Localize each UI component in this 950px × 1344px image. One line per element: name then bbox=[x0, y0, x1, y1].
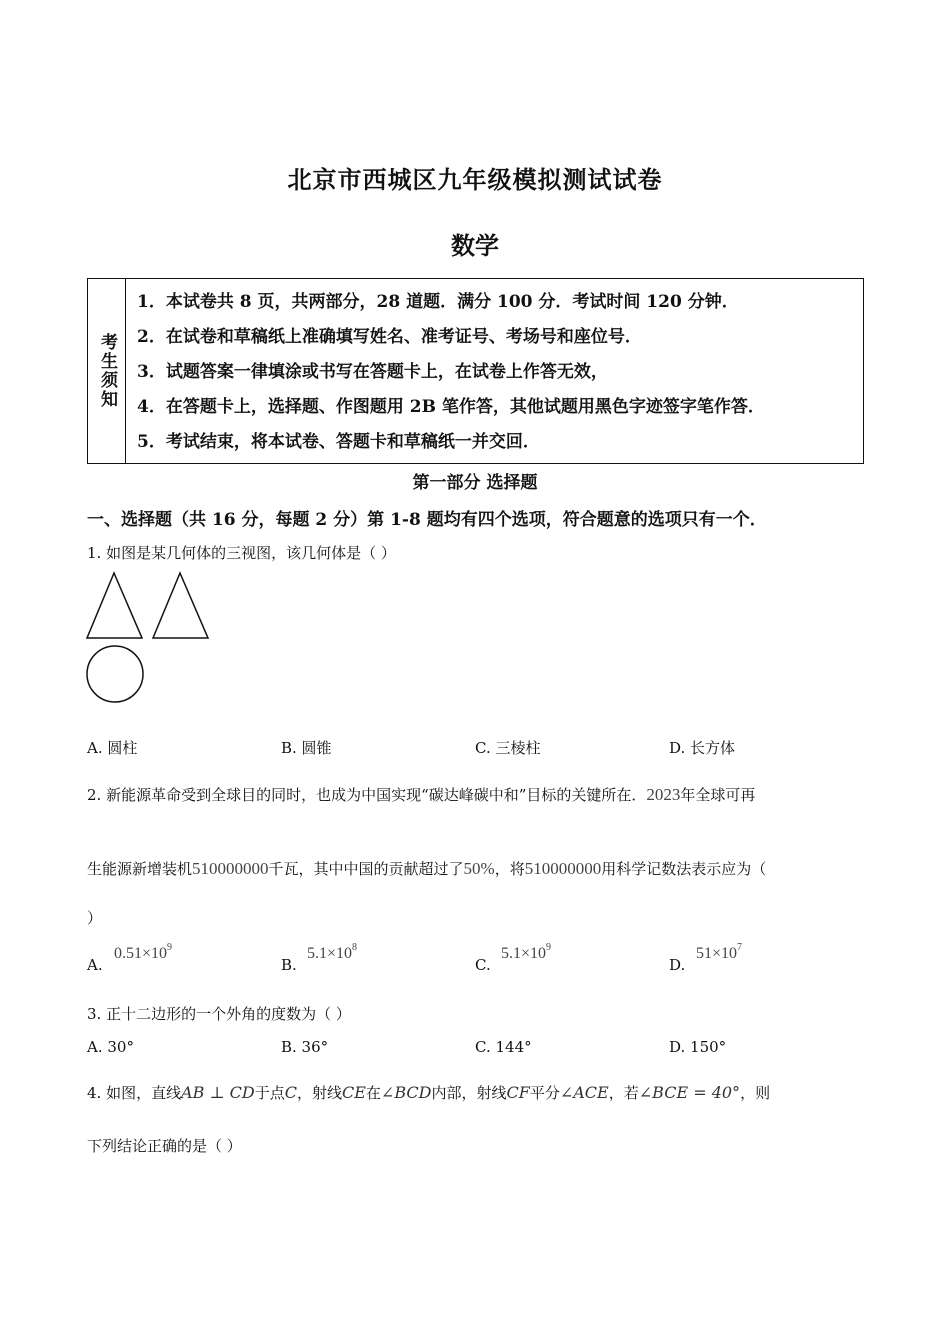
q3-option-b: B. 36° bbox=[281, 1038, 329, 1056]
notice-item: 4．在答题卡上，选择题、作图题用 2B 笔作答，其他试题用黑色字迹签字笔作答． bbox=[137, 397, 765, 417]
q4-text: ，射线 bbox=[296, 1084, 342, 1102]
q4-math: CF bbox=[506, 1083, 530, 1102]
q4-text: 平分 bbox=[529, 1084, 560, 1102]
q2-text: ，将 bbox=[494, 860, 525, 878]
question-2-line-3: ） bbox=[87, 909, 103, 927]
q4-text: 在 bbox=[365, 1084, 381, 1102]
sci-base: 51×10 bbox=[696, 945, 738, 962]
q2-percent: 50% bbox=[463, 859, 495, 878]
candidate-notice-box bbox=[87, 278, 864, 464]
sci-base: 0.51×10 bbox=[114, 945, 168, 962]
question-4-line-1 bbox=[87, 1082, 770, 1103]
q2-amount: 510000000 bbox=[192, 859, 269, 878]
q1-option-b: B. 圆锥 bbox=[281, 739, 332, 757]
q4-math: ∠BCE = 40° bbox=[638, 1083, 741, 1102]
sci-exponent: 8 bbox=[352, 942, 358, 953]
q1-option-a: A. 圆柱 bbox=[87, 739, 138, 757]
q1-option-c: C. 三棱柱 bbox=[475, 739, 541, 757]
exam-title: 北京市西城区九年级模拟测试试卷 bbox=[287, 165, 663, 194]
q4-math: ∠ACE bbox=[559, 1083, 609, 1102]
q4-math: ∠BCD bbox=[380, 1083, 432, 1102]
q4-math: C bbox=[284, 1083, 297, 1102]
notice-label-cell bbox=[88, 279, 126, 463]
q2-option-a-label: A. bbox=[87, 956, 103, 974]
exam-subject: 数学 bbox=[451, 231, 499, 260]
sci-base: 5.1×10 bbox=[501, 945, 547, 962]
sci-base: 5.1×10 bbox=[307, 945, 353, 962]
question-2-line-1 bbox=[87, 784, 755, 805]
notice-item: 2．在试卷和草稿纸上准确填写姓名、准考证号、考场号和座位号． bbox=[137, 327, 642, 347]
q4-math: AB ⊥ CD bbox=[181, 1083, 255, 1102]
q2-text: 千瓦，其中中国的贡献超过了 bbox=[268, 860, 464, 878]
q2-option-c-label: C. bbox=[475, 956, 491, 974]
q2-year: 2023 bbox=[646, 785, 681, 804]
question-3-stem: 3. 正十二边形的一个外角的度数为（ ） bbox=[87, 1005, 351, 1023]
three-view-figure bbox=[85, 570, 215, 705]
section-heading: 一、选择题（共 16 分，每题 2 分）第 1-8 题均有四个选项，符合题意的选项只有一个． bbox=[87, 510, 767, 530]
q2-text: 生能源新增装机 bbox=[87, 860, 193, 878]
front-view-triangle bbox=[87, 573, 142, 638]
q4-text: ，则 bbox=[740, 1084, 771, 1102]
notice-list bbox=[126, 279, 863, 463]
q2-text: 用科学记数法表示应为（ bbox=[601, 860, 767, 878]
q2-text: 2. 新能源革命受到全球目的同时，也成为中国实现“碳达峰碳中和”目标的关键所在． bbox=[87, 786, 647, 804]
sci-exponent: 9 bbox=[546, 942, 552, 953]
q2-option-b-label: B. bbox=[281, 956, 297, 974]
sci-exponent: 9 bbox=[167, 942, 173, 953]
q4-text: 内部，射线 bbox=[431, 1084, 507, 1102]
q2-option-b-value bbox=[307, 942, 357, 963]
part-title: 第一部分 选择题 bbox=[412, 473, 538, 493]
q2-amount: 510000000 bbox=[524, 859, 602, 878]
q4-text: 于点 bbox=[254, 1084, 285, 1102]
sci-exponent: 7 bbox=[737, 942, 743, 953]
q2-option-c-value bbox=[501, 942, 551, 963]
q2-text: 年全球可再 bbox=[680, 786, 756, 804]
notice-item: 1．本试卷共 8 页，共两部分，28 道题．满分 100 分．考试时间 120 分钟． bbox=[137, 292, 739, 312]
top-view-circle bbox=[87, 646, 143, 702]
notice-item: 3．试题答案一律填涂或书写在答题卡上，在试卷上作答无效， bbox=[137, 362, 608, 382]
q4-math: CE bbox=[341, 1083, 366, 1102]
notice-label: 考生须知 bbox=[97, 333, 117, 409]
q2-option-d-value bbox=[696, 942, 742, 963]
q3-option-c: C. 144° bbox=[475, 1038, 532, 1056]
q1-option-d: D. 长方体 bbox=[669, 739, 736, 757]
question-1-stem: 1. 如图是某几何体的三视图，该几何体是（ ） bbox=[87, 544, 396, 562]
notice-item: 5．考试结束，将本试卷、答题卡和草稿纸一并交回． bbox=[137, 432, 540, 452]
question-2-line-2 bbox=[87, 858, 766, 879]
q2-option-a-value bbox=[114, 942, 172, 963]
question-4-line-2: 下列结论正确的是（ ） bbox=[87, 1137, 242, 1155]
q4-text: 4. 如图，直线 bbox=[87, 1084, 182, 1102]
q3-option-a: A. 30° bbox=[87, 1038, 134, 1056]
side-view-triangle bbox=[153, 573, 208, 638]
q2-option-d-label: D. bbox=[669, 956, 686, 974]
q4-text: ，若 bbox=[608, 1084, 639, 1102]
q3-option-d: D. 150° bbox=[669, 1038, 727, 1056]
